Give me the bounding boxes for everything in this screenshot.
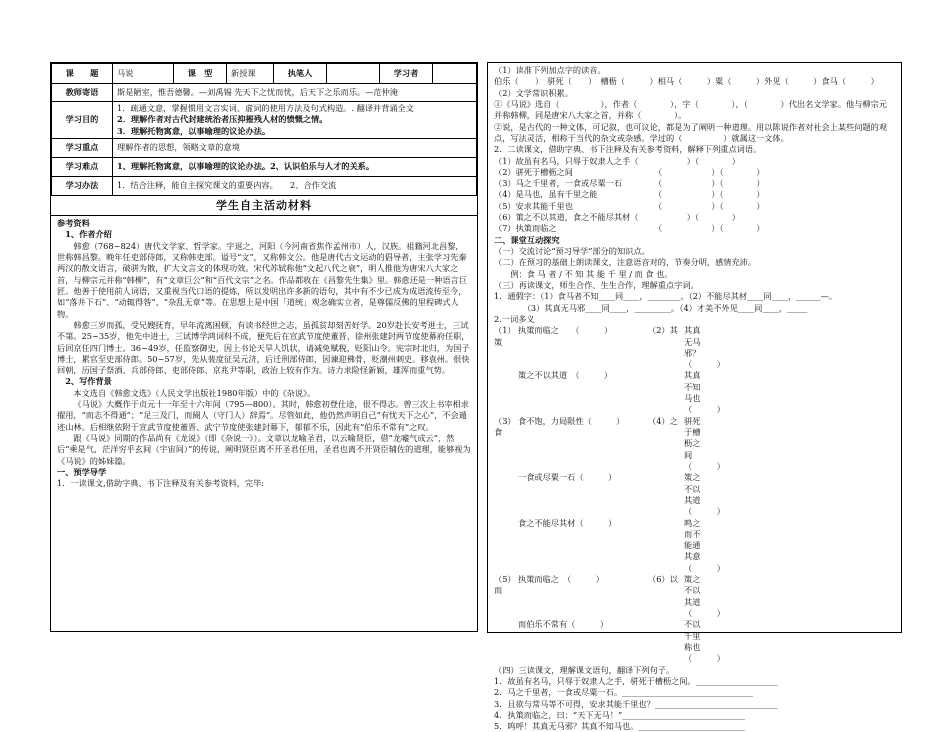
method-row (52, 176, 477, 195)
polysemy-sentence[interactable]: 而伯乐不常有（ ） (518, 619, 609, 630)
word-item (494, 223, 895, 234)
polysemy-sentence[interactable]: 食不饱，力局限性（ ） (518, 415, 625, 426)
label-motto: 教师寄语 (52, 84, 113, 102)
word-list (494, 156, 895, 235)
translation-item[interactable]: 3．且欲与常马等不可得，安求其能千里也？______________________________ (494, 698, 778, 709)
value-author (327, 64, 380, 84)
value-lesson-type: 新授课 (227, 64, 274, 84)
goal-1: 1．疏通文意，掌握惯用文言实词、虚词的使用方法及句式构造。. 翻译并背诵全文 (117, 103, 414, 113)
polysemy-sentence[interactable]: 食之不能尽其材（ ） (518, 517, 617, 528)
polysemy-title: 2.一词多义 (494, 313, 535, 324)
focus-row (52, 138, 477, 157)
background-heading: 2、写作背景 (65, 376, 112, 387)
polysemy-table (494, 325, 895, 664)
word-sentence: （6）策之不以其道，食之不能尽其材（ (494, 212, 639, 223)
polysemy-word (494, 518, 518, 575)
polysemy-word (494, 472, 518, 517)
polysemy-word (494, 370, 518, 415)
word-blanks[interactable]: （ ）（ ） (654, 189, 765, 200)
polysemy-word (648, 518, 684, 575)
label-method: 学习办法 (52, 176, 113, 195)
label-learner: 学习者 (380, 64, 433, 84)
polysemy-sentence[interactable]: 策之不以其道 （ ） (518, 370, 613, 381)
step-4: （四）三读课文，理解课文语句，翻译下列句子。 (494, 664, 675, 675)
preview-instruction: 1．一读课文,借助字典、书下注释及有关参考资料，完毕: (57, 478, 265, 489)
polysemy-word: （5）而 (494, 574, 516, 596)
value-topic: 马说 (113, 64, 174, 84)
q1-pronunciation-line: 伯乐（ ） 骈死（ ） 槽枥（ ）相马（ ）粟（ ）外见（ ）食马（ ） (494, 76, 879, 87)
q1-title: （1）读准下列加点字的读音。 (494, 65, 606, 75)
word-sentence: （2）骈死于槽枥之间 (494, 166, 573, 177)
q2-item-a: ①《马说》选自（ ），作者（ ），字（ ），（ ）代出名文学家。他与柳宗元并称韩柳，同是唐宋八大家之首，并称（ ）。 (494, 98, 887, 121)
polysemy-sentence[interactable]: 策之不以其道（ ） (684, 574, 725, 618)
polysemy-sentence[interactable]: 执策而临之 （ ） (518, 325, 613, 336)
author-heading: 1、作者介绍 (65, 229, 112, 240)
reference-material (51, 216, 477, 492)
left-column (50, 62, 478, 632)
word-blanks[interactable]: （ ）（ ） (654, 178, 765, 189)
polysemy-word (648, 619, 684, 664)
word-sentence: （3）马之千里者，一食或尽粟一石 (494, 178, 623, 189)
background-paragraph-2: 《马说》大概作于贞元十一年至十六年间（795—800）。其时，韩愈初登仕途，很不得志。曾三次上书宰相求擢用，“而志不得通”；“足三及门，而阍人（守门人）辞焉”。尽管如此，他仍然声明自己“有忧天下之心”，不会遁迹山林。后相继依附于宣武节度使董晋、武宁节度使张建封幕下，郁郁不乐，因此有“伯乐不常有”之叹。 (57, 399, 469, 432)
label-lesson-type: 课 型 (174, 64, 227, 84)
polysemy-word (708, 574, 895, 619)
author-paragraph-2: 韩愈三岁而孤，受兄嫂抚育，早年流离困顿，有读书经世之志，虽孤贫却刻苦好学。20岁赴长安考进士，三试不第。25~35岁，他先中进士，三试博学鸿词科不成，便先后在宣武节度使董晋、徐州张建封两节度使幕府任职，后回京任四门博士。36~49岁，任监察御史，因上书论天旱人饥状，请减免赋税，贬阳山令。宪宗时北归，为国子博士，累官至史部侍郎。50~57岁，先从裴度征吴元济，后迁刑部侍郎，因谏迎佛骨，贬潮州刺史。移袁州。很快回朝，历国子祭酒、兵部侍郎、吏部侍郎、京兆尹等职，政治上较有作为。诗力求险怪新颖，雄浑而重气势。 (57, 319, 470, 376)
focus-text: 理解作者的思想，领略文章的意境 (113, 138, 477, 157)
polysemy-sentence[interactable]: 执策而临之 （ ） (518, 574, 604, 585)
step-3: （三）再读课文，师生合作、生生合作，理解重点字词。 (494, 279, 699, 290)
polysemy-sentence[interactable]: 不以千里称也（ ） (684, 619, 725, 664)
translation-item[interactable]: 5．呜呼！其真无马邪？其真不知马也。__________________________ (494, 721, 745, 732)
word-blanks[interactable]: ）（ ） (654, 155, 740, 166)
motto-text: 斯是陋室，惟吾德馨。—刘禹锡 先天下之忧而忧，后天下之乐而乐。—范仲淹 (113, 84, 477, 102)
translation-item[interactable]: 4．执策而临之，曰：“天下无马！”______________________________ (494, 709, 746, 720)
polysemy-word (708, 370, 895, 415)
polysemy-word (708, 472, 895, 517)
q3-title: 2．二读课文，借助字典、书下注释及有关参考资料，解释下列重点词语。 (494, 144, 762, 155)
author-paragraph-1: 韩愈（768~824）唐代文学家、哲学家。字退之，河阳（今河南省焦作孟州市）人，汉族。祖籍河北昌黎，世称韩昌黎。晚年任吏部侍郎，又称韩吏部。谥号“文”，又称韩文公。他是唐代古文运动的倡导者，主张学习先秦两汉的散文语言，破骈为散，扩大文言文的体现功效。宋代苏轼称他“文起八代之衰”，明人推他为唐宋八大家之首，与柳宗元并称“韩柳”，有“文章巨公”和“百代文宗”之名。作品都收在《昌黎先生集》里。韩愈还是一种语言巨匠。他善于使用前人词语，又重视当代口语的提炼，所以发明出许多新的语句，其中有不少已成为成语流传至今，如“落井下石”、“动辄得咎”、“杂乱无章”等。在思想上是中国「道统」观念确实立者，是尊儒反佛的里程碑式人物。 (57, 240, 467, 319)
polysemy-row (494, 619, 895, 664)
polysemy-word (708, 518, 895, 575)
difficulty-text: 1、理解托物寓意，以事喻理的议论办法。2、认识伯乐与人才的关系。 (113, 157, 477, 176)
tongjia-line-1: 1．通假字：（1）食马者不知____同____，________。（2）不能尽其材____同____，______—。 (494, 291, 838, 302)
polysemy-sentence[interactable]: 鸣之而不能通其意（ ） (684, 517, 725, 573)
polysemy-word: （3）食 (494, 415, 516, 437)
word-item (494, 178, 895, 189)
polysemy-row (494, 370, 895, 415)
word-item (494, 201, 895, 212)
right-column (487, 62, 902, 732)
polysemy-word: （4）之 (648, 415, 678, 426)
translation-item[interactable]: 2．马之千里者，一食或尽粟一石。________________________________ (494, 687, 754, 698)
word-blanks[interactable]: （ ）（ ） (654, 223, 765, 234)
step-1: （一）交流讨论“预习导学”部分的知识点。 (494, 246, 650, 256)
polysemy-sentence[interactable]: 其真不知马也（ ） (684, 370, 725, 415)
translation-item[interactable]: 1．故虽有名马，只辱于奴隶人之手，骈死于槽枥之间。____________________ (494, 675, 778, 686)
polysemy-word: （1）策 (494, 325, 516, 347)
word-item (494, 156, 895, 167)
goals-text (113, 102, 477, 139)
polysemy-word (708, 325, 895, 370)
polysemy-word (708, 619, 895, 664)
goal-2: 2．理解作者对古代封建统治者压抑摧残人材的愤慨之情。 (117, 114, 328, 125)
label-goals: 学习目的 (52, 102, 113, 139)
word-sentence: （7）执策而临之 (494, 223, 557, 234)
word-blanks[interactable]: （ ）（ ） (654, 200, 765, 211)
label-author: 执笔人 (274, 64, 327, 84)
rhythm-example: 例：食 马 者 / 不 知 其 能 千 里 / 而 食 也。 (510, 268, 673, 279)
background-paragraph-3: 跟《马说》同期的作品尚有《龙说》（即《杂说一》）。文章以龙喻圣君，以云喻贤臣，借“龙嘘气成云”，然后“乘是气，茫洋穷乎玄间（宇宙间）”的传说，阐明贤臣离不开圣君任用，圣君也离不开贤臣辅佐的道理，能够视为《马说》的姊妹篇。 (57, 433, 471, 466)
goal-3: 3．理解托物寓意，以事喻理的议论办法。 (117, 125, 271, 136)
polysemy-row (494, 472, 895, 517)
step-2: （二）在预习的基础上朗读课文，注意语音对的，节奏分明，感情充沛。 (494, 257, 757, 268)
goals-row (52, 102, 477, 139)
polysemy-row (494, 325, 895, 370)
polysemy-sentence[interactable]: 一食或尽粟一石（ ） (518, 472, 617, 483)
word-sentence: （5）安求其能千里也 (494, 200, 573, 211)
header-table (51, 63, 477, 196)
section-2-heading: 二、课堂互动探究 (494, 234, 560, 245)
translation-list (494, 676, 895, 732)
polysemy-word (648, 370, 684, 415)
polysemy-row (494, 416, 895, 473)
label-difficulty: 学习难点 (52, 157, 113, 176)
background-paragraph-1: 本文选自《韩愈文选》（人民文学出版社1980年版）中的《杂说》。 (73, 387, 316, 398)
tongjia-line-2: （3）其真无马邪____同____，_________。（4）才美不外见____同____，_____ (522, 302, 808, 313)
value-learner (433, 64, 477, 84)
polysemy-word: （6）以 (648, 574, 678, 585)
label-topic: 课 题 (52, 64, 113, 84)
word-blanks[interactable]: （ ）（ ） (654, 166, 765, 177)
word-blanks[interactable]: ）（ ） (654, 212, 740, 223)
polysemy-word (648, 472, 684, 517)
word-item (494, 167, 895, 178)
polysemy-row (494, 574, 895, 619)
reference-heading: 参考资料 (57, 218, 90, 229)
preview-heading: 一、预学导学 (57, 466, 107, 477)
section-banner: 学生自主活动材料 (51, 196, 477, 216)
q2-item-b: ②说，是古代的一种文体，可记叙，也可议论，都是为了阐明一种道理。用以陈说作者对社会上某些问题的观点，写法灵活，相称于当代的杂文或杂感。学过的（ ）就属这一文体。 (494, 121, 888, 143)
method-text: 1．结合注释，能自主探究课文的重要内容。 2、合作交流 (113, 176, 477, 195)
polysemy-sentence[interactable]: 骈死于槽枥之间（ ） (684, 415, 725, 471)
label-focus: 学习重点 (52, 138, 113, 157)
polysemy-word: （2）其 (648, 325, 678, 336)
polysemy-word (708, 416, 895, 473)
word-item (494, 189, 895, 200)
q2-title: （2）文学常识积累。 (494, 87, 573, 98)
polysemy-word (494, 619, 518, 664)
difficulty-row (52, 157, 477, 176)
motto-row (52, 84, 477, 102)
word-item (494, 212, 895, 223)
word-sentence: （1）故虽有名马，只辱于奴隶人之手（ (494, 155, 639, 166)
polysemy-sentence[interactable]: 策之不以其道（ ） (684, 472, 725, 517)
polysemy-sentence[interactable]: 其真无马邪？（ ） (684, 325, 725, 370)
header-row-1 (52, 64, 477, 84)
word-sentence: （4）是马也，虽有千里之能 (494, 189, 598, 200)
polysemy-row (494, 518, 895, 575)
